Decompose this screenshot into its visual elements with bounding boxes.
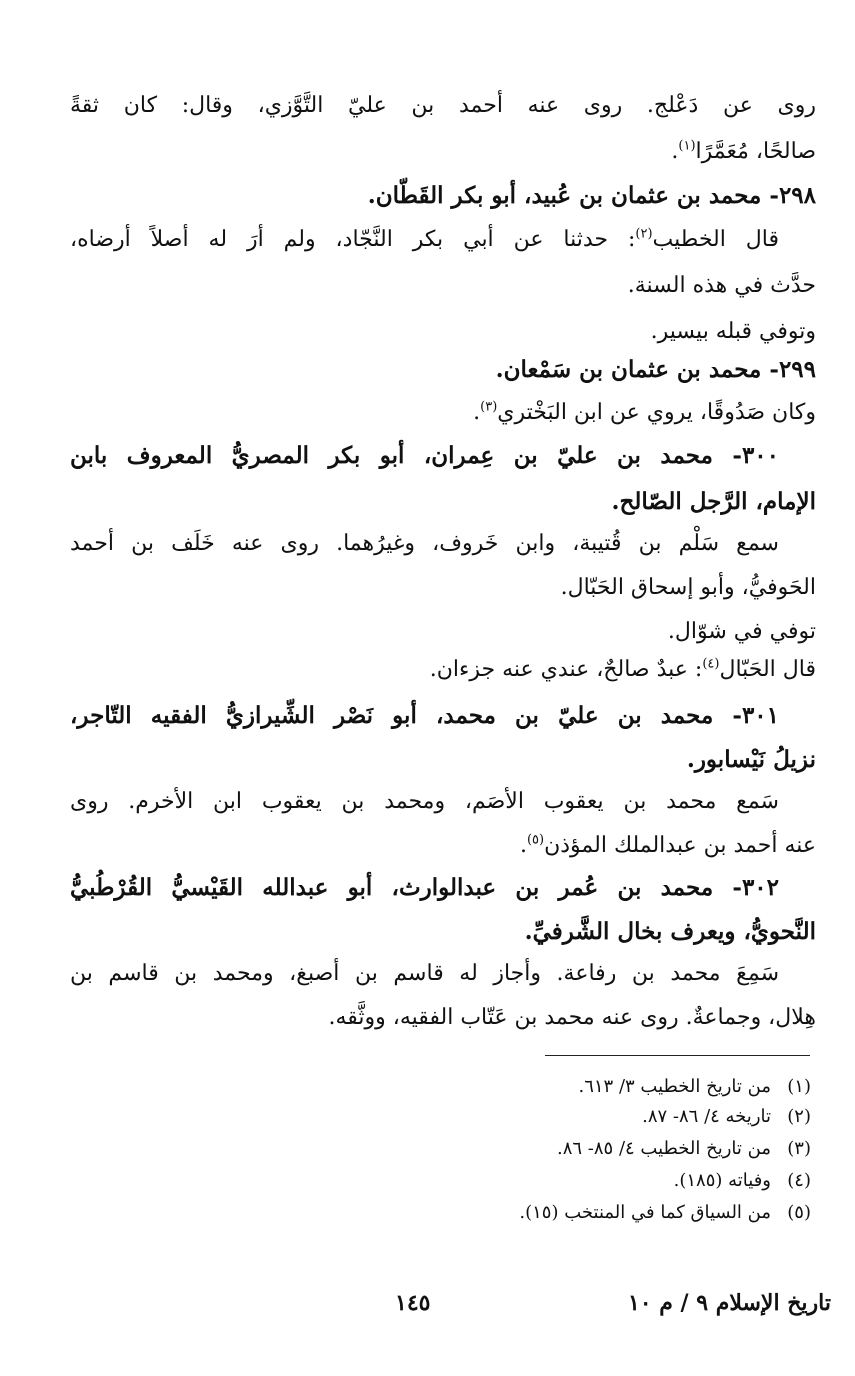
footnote-text: من تاريخ الخطيب ٣/ ٦١٣. bbox=[578, 1076, 771, 1097]
text-span: قال الحَبّال bbox=[719, 657, 816, 682]
footnote-divider bbox=[545, 1055, 810, 1056]
text-line bbox=[70, 220, 779, 260]
footnote-number: (٥) bbox=[787, 1202, 811, 1223]
text-line bbox=[70, 826, 816, 866]
entry-heading-300-cont: الإمام، الرَّجل الصّالح. bbox=[611, 488, 816, 515]
footnote-text: تاريخه ٤/ ٨٦- ٨٧. bbox=[642, 1106, 771, 1127]
footnote-text: وفياته (١٨٥). bbox=[673, 1170, 771, 1191]
footnote-4 bbox=[674, 1168, 811, 1194]
running-footer-title: تاريخ الإسلام ٩ / م ١٠ bbox=[627, 1290, 831, 1316]
text-line bbox=[473, 393, 816, 433]
footnote-1 bbox=[578, 1074, 811, 1100]
page-number: ١٤٥ bbox=[395, 1290, 431, 1316]
text-line: وتوفي قبله بيسير. bbox=[650, 319, 816, 344]
entry-heading-298: ٢٩٨- محمد بن عثمان بن عُبيد، أبو بكر القَطّان. bbox=[367, 182, 816, 209]
text-line: حدَّث في هذه السنة. bbox=[627, 273, 816, 298]
text-span: : عبدٌ صالحٌ، عندي عنه جزءان. bbox=[429, 657, 703, 682]
text-line: سَمع محمد بن يعقوب الأصَم، ومحمد بن يعقوب ابن الأخرم. روى bbox=[70, 789, 779, 814]
entry-heading-300: ٣٠٠- محمد بن عليّ بن عِمران، أبو بكر المصريُّ المعروف بابن bbox=[70, 442, 779, 469]
footnote-text: من السياق كما في المنتخب (١٥). bbox=[519, 1202, 771, 1223]
text-line bbox=[70, 132, 816, 172]
footnote-2 bbox=[642, 1104, 811, 1130]
footnote-ref: (٤) bbox=[702, 656, 720, 672]
text-span: صالحًا، مُعَمَّرًا bbox=[695, 139, 816, 164]
footnote-number: (١) bbox=[787, 1076, 811, 1097]
text-span: . bbox=[671, 139, 679, 164]
text-line: هِلال، وجماعةٌ. روى عنه محمد بن عَتّاب الفقيه، ووثَّقه. bbox=[328, 1005, 816, 1030]
footnote-number: (٢) bbox=[787, 1106, 811, 1127]
footnote-3 bbox=[557, 1136, 811, 1162]
text-span: وكان صَدُوقًا، يروي عن ابن البَخْتري bbox=[497, 400, 816, 425]
entry-heading-299: ٢٩٩- محمد بن عثمان بن سَمْعان. bbox=[495, 356, 816, 383]
footnote-5 bbox=[519, 1200, 811, 1226]
text-span: : حدثنا عن أبي بكر النَّجّاد، ولم أرَ له أصلاً أرضاه، bbox=[70, 227, 636, 252]
entry-heading-301: ٣٠١- محمد بن عليّ بن محمد، أبو نَصْر الشِّيرازيُّ الفقيه التّاجر، bbox=[70, 702, 779, 729]
entry-heading-302: ٣٠٢- محمد بن عُمر بن عبدالوارث، أبو عبدالله القَيْسيُّ القُرْطُبيُّ bbox=[70, 874, 779, 901]
entry-heading-302-cont: النَّحويُّ، ويعرف بخال الشَّرفيِّ. bbox=[524, 918, 816, 945]
text-span: . bbox=[519, 833, 527, 858]
text-line: روى عن دَعْلج. روى عنه أحمد بن عليّ التَّوَّزي، وقال: كان ثقةً bbox=[70, 93, 816, 118]
text-line bbox=[430, 650, 816, 690]
footnote-ref: (٣) bbox=[480, 399, 498, 415]
entry-heading-301-cont: نزيلُ نَيْسابور. bbox=[686, 746, 816, 773]
text-span: . bbox=[473, 400, 481, 425]
footnote-ref: (٢) bbox=[635, 226, 653, 242]
footnote-text: من تاريخ الخطيب ٤/ ٨٥- ٨٦. bbox=[556, 1138, 771, 1159]
footnote-number: (٣) bbox=[787, 1138, 811, 1159]
text-line: سَمِعَ محمد بن رفاعة. وأجاز له قاسم بن أصبغ، ومحمد بن قاسم بن bbox=[70, 961, 779, 986]
text-line: سمع سَلْم بن قُتيبة، وابن خَروف، وغيرُهما. روى عنه خَلَف بن أحمد bbox=[70, 531, 779, 556]
footnote-number: (٤) bbox=[787, 1170, 811, 1191]
text-span: قال الخطيب bbox=[652, 227, 779, 252]
footnote-ref: (٥) bbox=[526, 832, 545, 848]
footnote-ref: (١) bbox=[678, 138, 696, 154]
text-line: توفي في شوّال. bbox=[667, 619, 816, 644]
text-span: عنه أحمد بن عبدالملك المؤذن bbox=[544, 833, 816, 858]
text-line: الحَوفيُّ، وأبو إسحاق الحَبّال. bbox=[560, 575, 816, 600]
